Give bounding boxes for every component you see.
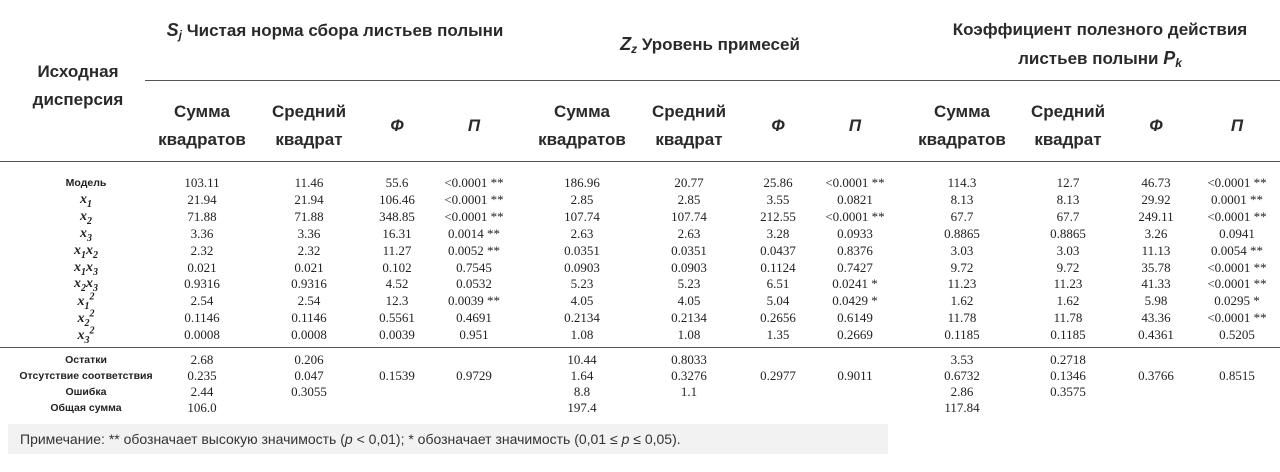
table-cell: 348.85 <box>379 208 415 224</box>
row-label: Модель <box>65 177 107 189</box>
row-label: $x_1^2$ <box>77 291 95 312</box>
table-cell: 0.7427 <box>837 259 873 275</box>
table-cell: 5.23 <box>570 276 594 292</box>
table-cell: 0.206 <box>294 352 324 367</box>
column-header: Ф <box>1149 116 1163 135</box>
table-cell: 0.9316 <box>291 276 327 292</box>
column-header: Средний квадрат <box>651 102 727 149</box>
table-cell: 197.4 <box>567 400 597 415</box>
table-cell: 0.2656 <box>760 310 796 326</box>
table-cell: 0.3575 <box>1050 384 1086 399</box>
table-cell: 0.4361 <box>1138 327 1174 343</box>
table-cell: 1.08 <box>570 327 594 343</box>
column-header: П <box>1230 116 1244 135</box>
table-cell: 8.13 <box>950 191 974 207</box>
table-cell: 0.2718 <box>1050 352 1086 367</box>
table-cell: 0.6732 <box>944 368 980 383</box>
table-cell: 3.36 <box>297 225 321 241</box>
table-cell: 2.54 <box>190 293 214 309</box>
table-cell: 0.951 <box>459 327 489 343</box>
table-cell: 2.86 <box>950 384 974 399</box>
table-cell: 43.36 <box>1141 310 1171 326</box>
table-cell: 0.9316 <box>184 276 220 292</box>
table-cell: 1.1 <box>680 384 698 399</box>
table-cell: 67.7 <box>950 208 974 224</box>
table-cell: 1.64 <box>570 368 594 383</box>
column-header: Сумма квадратов <box>918 102 1006 149</box>
table-cell: 1.62 <box>950 293 974 309</box>
table-cell: 0.0054 ** <box>1211 242 1263 258</box>
table-cell: 2.32 <box>297 242 321 258</box>
table-cell: 0.0001 ** <box>1211 191 1263 207</box>
table-cell: 2.63 <box>570 225 594 241</box>
table-cell: 0.0351 <box>564 242 600 258</box>
table-cell: 0.1539 <box>379 368 415 383</box>
row-label: Общая сумма <box>50 402 122 414</box>
column-header: П <box>467 116 481 135</box>
column-header: Ф <box>771 116 785 135</box>
header-rule-bottom <box>0 161 1280 162</box>
table-cell: 0.7545 <box>456 259 492 275</box>
table-cell: 0.5205 <box>1219 327 1255 343</box>
table-cell: 10.44 <box>567 352 597 367</box>
row-label: $x_2x_3$ <box>74 276 98 295</box>
table-cell: 0.021 <box>294 259 324 275</box>
table-cell: 46.73 <box>1141 175 1171 190</box>
table-cell: 0.8033 <box>671 352 707 367</box>
table-cell: <0.0001 ** <box>1207 208 1267 224</box>
group-title: Коэффициент полезного действия листьев полыни <box>952 20 1248 68</box>
table-cell: 41.33 <box>1141 276 1171 292</box>
table-cell: <0.0001 ** <box>1207 310 1267 326</box>
table-cell: 0.0008 <box>184 327 220 343</box>
table-cell: 3.03 <box>1056 242 1080 258</box>
table-cell: 25.86 <box>763 175 793 190</box>
table-cell: <0.0001 ** <box>444 208 504 224</box>
table-cell: 0.8376 <box>837 242 873 258</box>
note-text: < 0,01); * обозначает значимость (0,01 ≤ <box>352 431 622 447</box>
table-cell: 21.94 <box>187 191 217 207</box>
table-cell: 2.32 <box>190 242 214 258</box>
table-cell: 3.26 <box>1144 225 1168 241</box>
table-cell: 0.2134 <box>671 310 707 326</box>
table-cell: 0.2134 <box>564 310 600 326</box>
group-symbol: P <box>1163 48 1176 68</box>
row-label: $x_3$ <box>80 225 92 244</box>
table-cell: <0.0001 ** <box>1207 259 1267 275</box>
table-cell: 11.23 <box>947 276 977 292</box>
table-cell: <0.0001 ** <box>444 191 504 207</box>
table-cell: 0.1185 <box>1050 327 1086 343</box>
table-cell: 0.1346 <box>1050 368 1086 383</box>
table-cell: 5.23 <box>677 276 701 292</box>
table-cell: 117.84 <box>944 400 980 415</box>
note-p: p <box>344 431 353 447</box>
table-cell: 212.55 <box>760 208 796 224</box>
column-header: Сумма квадратов <box>538 102 626 149</box>
row-header-label: Исходная дисперсия <box>32 62 124 109</box>
table-cell: 2.85 <box>570 191 594 207</box>
column-header: Сумма квадратов <box>158 102 246 149</box>
table-cell: 107.74 <box>564 208 600 224</box>
table-cell: <0.0001 ** <box>1207 276 1267 292</box>
table-cell: <0.0001 ** <box>825 208 885 224</box>
table-cell: 0.9011 <box>837 368 873 383</box>
table-cell: 114.3 <box>947 175 977 190</box>
table-cell: 0.9729 <box>456 368 492 383</box>
group-header-net-yield <box>150 16 520 49</box>
group-header-efficiency <box>925 16 1275 77</box>
table-cell: 0.0351 <box>671 242 707 258</box>
residual-rule <box>0 347 1280 348</box>
table-cell: 0.8515 <box>1219 368 1255 383</box>
table-cell: 0.8865 <box>944 225 980 241</box>
header-rule-top <box>145 80 1280 81</box>
table-cell: 0.235 <box>187 368 217 383</box>
table-cell: <0.0001 ** <box>1207 175 1267 190</box>
row-label-cell <box>0 173 172 191</box>
note-text: Примечание: ** обозначает высокую значимость ( <box>20 431 345 447</box>
row-label: $x_3^2$ <box>77 325 95 346</box>
table-cell: 0.2669 <box>837 327 873 343</box>
table-cell: 11.46 <box>294 175 324 190</box>
row-label: $x_1x_3$ <box>74 259 98 278</box>
table-cell: 11.78 <box>1053 310 1083 326</box>
table-cell: 103.11 <box>184 175 220 190</box>
table-cell: 12.7 <box>1056 175 1080 190</box>
table-cell: 0.0052 ** <box>448 242 500 258</box>
table-cell: 16.31 <box>382 225 412 241</box>
table-cell: 0.1146 <box>291 310 327 326</box>
table-cell: 11.13 <box>1141 242 1171 258</box>
table-cell: 9.72 <box>1056 259 1080 275</box>
table-cell: 21.94 <box>294 191 324 207</box>
table-cell: 5.04 <box>766 293 790 309</box>
table-cell: 4.52 <box>385 276 409 292</box>
table-cell: 3.53 <box>950 352 974 367</box>
table-cell: 55.6 <box>385 175 409 190</box>
table-cell: 35.78 <box>1141 259 1171 275</box>
note-p: p <box>621 431 630 447</box>
table-cell: 2.63 <box>677 225 701 241</box>
table-cell: 107.74 <box>671 208 707 224</box>
table-cell: 0.0429 * <box>832 293 878 309</box>
table-cell: 4.05 <box>677 293 701 309</box>
table-cell: 0.0241 * <box>832 276 878 292</box>
table-cell: 0.0532 <box>456 276 492 292</box>
row-label: Ошибка <box>65 386 107 398</box>
table-cell: 12.3 <box>385 293 409 309</box>
table-cell: 0.1146 <box>184 310 220 326</box>
table-cell: <0.0001 ** <box>444 175 504 190</box>
table-cell: 3.36 <box>190 225 214 241</box>
table-cell: 0.0039 ** <box>448 293 500 309</box>
group-symbol-sub: k <box>1175 56 1182 70</box>
column-header: Средний квадрат <box>1030 102 1106 149</box>
row-label: Остатки <box>65 354 107 366</box>
group-title: Чистая норма сбора листьев полыни <box>186 21 504 40</box>
table-cell: 29.92 <box>1141 191 1171 207</box>
table-cell: 11.23 <box>1053 276 1083 292</box>
table-cell: 67.7 <box>1056 208 1080 224</box>
row-label: Отсутствие соответствия <box>19 370 153 382</box>
table-cell: 0.0821 <box>837 191 873 207</box>
table-cell: 1.08 <box>677 327 701 343</box>
row-label-cell <box>0 398 172 416</box>
table-cell: 3.55 <box>766 191 790 207</box>
table-cell: 8.13 <box>1056 191 1080 207</box>
table-cell: 0.1185 <box>944 327 980 343</box>
group-title: Уровень примесей <box>641 35 800 54</box>
table-cell: 0.3055 <box>291 384 327 399</box>
table-cell: 6.51 <box>766 276 790 292</box>
column-header: Ф <box>390 116 404 135</box>
table-cell: 0.0437 <box>760 242 796 258</box>
table-cell: 0.047 <box>294 368 324 383</box>
table-cell: 2.44 <box>190 384 214 399</box>
table-cell: 9.72 <box>950 259 974 275</box>
table-cell: 3.03 <box>950 242 974 258</box>
table-cell: 0.0941 <box>1219 225 1255 241</box>
table-cell: 106.46 <box>379 191 415 207</box>
table-cell: 0.0903 <box>564 259 600 275</box>
group-symbol: S <box>166 20 179 40</box>
table-cell: 2.68 <box>190 352 214 367</box>
table-cell: 8.8 <box>573 384 591 399</box>
table-cell: 4.05 <box>570 293 594 309</box>
table-cell: 2.85 <box>677 191 701 207</box>
table-cell: 2.54 <box>297 293 321 309</box>
table-cell: 5.98 <box>1144 293 1168 309</box>
table-cell: 11.78 <box>947 310 977 326</box>
table-cell: 249.11 <box>1138 208 1174 224</box>
table-cell: 0.0933 <box>837 225 873 241</box>
table-cell: 0.102 <box>382 259 412 275</box>
table-note <box>8 424 888 454</box>
row-label: $x_1x_2$ <box>74 242 98 261</box>
table-cell: 106.0 <box>187 400 217 415</box>
table-cell: 71.88 <box>187 208 217 224</box>
table-cell: 11.27 <box>382 242 412 258</box>
table-cell: 0.3766 <box>1138 368 1174 383</box>
row-label: $x_2$ <box>80 208 92 227</box>
group-symbol-sub: j <box>178 28 182 42</box>
table-cell: 0.4691 <box>456 310 492 326</box>
row-label: $x_2^2$ <box>77 308 95 329</box>
table-cell: 0.3276 <box>671 368 707 383</box>
table-cell: 71.88 <box>294 208 324 224</box>
table-cell: 186.96 <box>564 175 600 190</box>
table-cell: 0.0295 * <box>1214 293 1260 309</box>
table-cell: 0.1124 <box>760 259 796 275</box>
table-cell: 20.77 <box>674 175 704 190</box>
table-cell: 0.2977 <box>760 368 796 383</box>
table-cell: 0.0014 ** <box>448 225 500 241</box>
table-cell: 1.62 <box>1056 293 1080 309</box>
group-symbol-sub: z <box>631 42 638 56</box>
group-header-impurity <box>540 30 880 63</box>
row-label: $x_1$ <box>80 191 92 210</box>
column-header: П <box>848 116 862 135</box>
table-cell: <0.0001 ** <box>825 175 885 190</box>
table-cell: 1.35 <box>766 327 790 343</box>
table-cell: 0.0008 <box>291 327 327 343</box>
table-cell: 0.0903 <box>671 259 707 275</box>
table-cell: 0.6149 <box>837 310 873 326</box>
group-symbol: Z <box>620 34 632 54</box>
column-header: Средний квадрат <box>271 102 347 149</box>
row-label-cell <box>0 325 172 345</box>
table-cell: 0.0039 <box>379 327 415 343</box>
table-cell: 0.021 <box>187 259 217 275</box>
note-text: ≤ 0,05). <box>629 431 681 447</box>
table-cell: 0.8865 <box>1050 225 1086 241</box>
table-cell: 0.5561 <box>379 310 415 326</box>
table-cell: 3.28 <box>766 225 790 241</box>
